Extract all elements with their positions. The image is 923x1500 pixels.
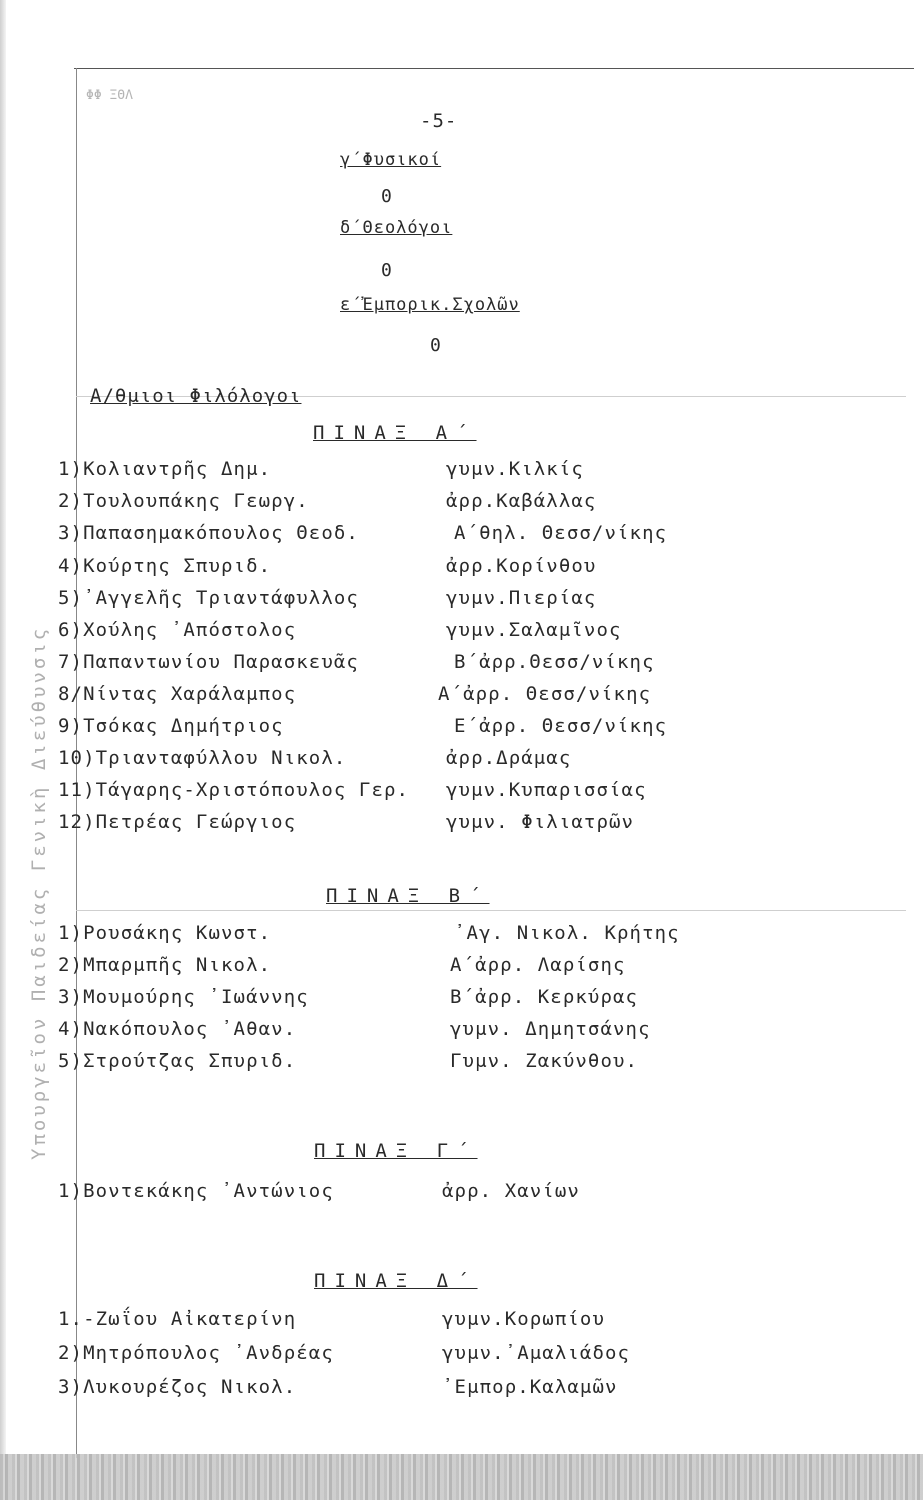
teacher-name: 4)Νακόπουλος ᾽Αθαν. <box>58 1018 297 1040</box>
heading-theologians: δ΄Θεολόγοι <box>340 218 453 238</box>
circle-mark: 0 <box>430 335 441 356</box>
teacher-name: 1.-Ζωΐου Αἰκατερίνη <box>58 1308 297 1330</box>
teacher-name: 3)Λυκουρέζος Νικολ. <box>58 1376 297 1398</box>
teacher-name: 2)Τουλουπάκης Γεωργ. <box>58 490 309 512</box>
circle-mark: 0 <box>381 260 392 281</box>
table-title-b: ΠΙΝΑΞ Β΄ <box>326 885 490 907</box>
side-archive-stamp: Ὑπουργεῖον Παιδείας Γενικὴ Διεύθυνσις <box>28 625 50 1160</box>
teacher-name: 11)Τάγαρης-Χριστόπουλος Γερ. <box>58 779 410 801</box>
school-name: Α΄ἀρρ. Θεσσ/νίκης <box>438 683 652 705</box>
scan-bottom-strip <box>0 1454 923 1500</box>
heading-physicists: γ΄Φυσικοί <box>340 150 442 170</box>
school-name: γυμν.Πιερίας <box>446 587 597 609</box>
table-title-d: ΠΙΝΑΞ Δ΄ <box>314 1270 478 1292</box>
school-name: Β΄ἀρρ.Θεσσ/νίκης <box>454 651 655 673</box>
teacher-name: 9)Τσόκας Δημήτριος <box>58 715 284 737</box>
school-name: Α΄θηλ. Θεσσ/νίκης <box>454 522 668 544</box>
main-section-title: Α/θμιοι Φιλόλογοι <box>90 385 302 407</box>
corner-mark: ΦΦ ΞΘΛ <box>86 88 133 103</box>
school-name: ἀρρ.Κορίνθου <box>446 555 597 577</box>
teacher-name: 2)Μπαρμπῆς Νικολ. <box>58 954 272 976</box>
school-name: γυμν.Κιλκίς <box>446 458 584 480</box>
teacher-name: 6)Χούλης ᾽Απόστολος <box>58 619 297 641</box>
teacher-name: 4)Κούρτης Σπυριδ. <box>58 555 272 577</box>
teacher-name: 5)Στρούτζας Σπυριδ. <box>58 1050 297 1072</box>
school-name: γυμν. Φιλιατρῶν <box>446 811 635 833</box>
school-name: ἀρρ.Καβάλλας <box>446 490 597 512</box>
school-name: γυμν.Κορωπίου <box>442 1308 606 1330</box>
school-name: γυμν.Σαλαμῖνος <box>446 619 622 641</box>
teacher-name: 12)Πετρέας Γεώργιος <box>58 811 297 833</box>
school-name: ᾽Εμπορ.Καλαμῶν <box>442 1376 618 1398</box>
scan-edge <box>0 0 6 1500</box>
teacher-name: 8/Νίντας Χαράλαμπος <box>58 683 297 705</box>
table-title-c: ΠΙΝΑΞ Γ΄ <box>314 1140 478 1162</box>
school-name: Α΄ἀρρ. Λαρίσης <box>450 954 626 976</box>
teacher-name: 2)Μητρόπουλος ᾽Ανδρέας <box>58 1342 334 1364</box>
teacher-name: 3)Παπασημακόπουλος Θεοδ. <box>58 522 359 544</box>
school-name: Ε΄ἀρρ. Θεσσ/νίκης <box>454 715 668 737</box>
school-name: ᾽Αγ. Νικολ. Κρήτης <box>454 922 680 944</box>
faint-rule <box>76 910 906 911</box>
school-name: γυμν.᾽Αμαλιάδος <box>442 1342 631 1364</box>
page-number: -5- <box>420 110 458 132</box>
school-name: Β΄ἀρρ. Κερκύρας <box>450 986 639 1008</box>
school-name: Γυμν. Ζακύνθου. <box>450 1050 639 1072</box>
school-name: γυμν. Δημητσάνης <box>450 1018 651 1040</box>
top-rule <box>74 68 914 69</box>
heading-commercial-schools: ε΄Ἐμπορικ.Σχολῶν <box>340 295 520 315</box>
teacher-name: 3)Μουμούρης ᾽Ιωάννης <box>58 986 309 1008</box>
table-title-a: ΠΙΝΑΞ Α΄ <box>313 422 477 444</box>
school-name: γυμν.Κυπαρισσίας <box>446 779 647 801</box>
teacher-name: 7)Παπαντωνίου Παρασκευᾶς <box>58 651 359 673</box>
teacher-name: 5)᾽Αγγελῆς Τριαντάφυλλος <box>58 587 359 609</box>
teacher-name: 1)Ρουσάκης Κωνστ. <box>58 922 272 944</box>
school-name: ἀρρ.Δράμας <box>446 747 572 769</box>
teacher-name: 1)Βοντεκάκης ᾽Αντώνιος <box>58 1180 334 1202</box>
teacher-name: 10)Τριανταφύλλου Νικολ. <box>58 747 347 769</box>
teacher-name: 1)Κολιαντρῆς Δημ. <box>58 458 272 480</box>
circle-mark: 0 <box>381 186 392 207</box>
school-name: ἀρρ. Χανίων <box>442 1180 580 1202</box>
